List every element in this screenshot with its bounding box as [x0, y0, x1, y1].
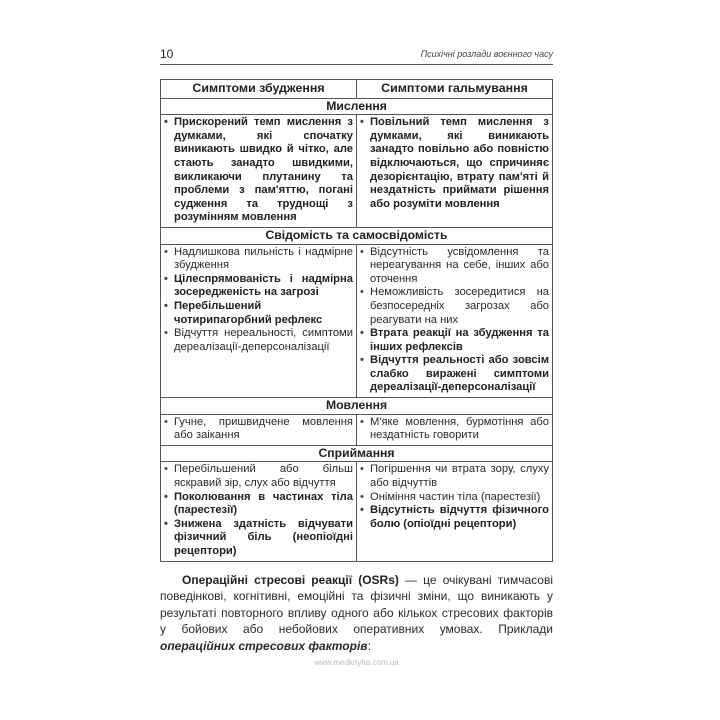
section-title: Сприймання [161, 445, 553, 462]
symptom-item: • Відсутність відчуття фізичного болю (опіоїдні рецептори) [360, 504, 549, 531]
symptom-list [360, 463, 549, 531]
table-header-row [161, 80, 553, 99]
symptom-item: • Погіршення чи втрата зору, слуху або відчуттів [360, 463, 549, 490]
arousal-cell [161, 244, 357, 398]
inhibition-cell [357, 414, 553, 445]
inhibition-cell [357, 462, 553, 561]
column-header-inhibition: Симптоми гальмування [357, 80, 553, 99]
section-title: Свідомість та самосвідомість [161, 227, 553, 244]
symptom-item: • Оніміння частин тіла (парестезії) [360, 491, 549, 505]
symptoms-row [161, 414, 553, 445]
arousal-cell [161, 115, 357, 228]
symptom-list [164, 116, 353, 225]
symptoms-row [161, 115, 553, 228]
symptom-item: • Прискорений темп мислення з думками, які спочатку виникають швидко й чітко, але стають занадто швидкими, викликаючи плутанину та проблеми з пам'яттю, погані судження та труднощі з розумінням мовлення [164, 116, 353, 225]
symptom-item: • Неможливість зосередитися на безпосередніх загрозах або реагувати на них [360, 286, 549, 327]
symptom-item: • Відчуття реальності або зовсім слабко виражені симптоми дереалізації-деперсоналізації [360, 354, 549, 395]
watermark: www.medknyha.com.ua [314, 658, 399, 667]
section-title: Мислення [161, 98, 553, 115]
symptom-item: • Поколювання в частинах тіла (парестезії) [164, 491, 353, 518]
inhibition-cell [357, 244, 553, 398]
section-row [161, 445, 553, 462]
symptom-list [360, 246, 549, 396]
book-page [160, 44, 553, 667]
osr-emphasis: операційних стресових факторів [160, 638, 368, 653]
symptom-item: • Перебільшений або більш яскравий зір, слух або відчуття [164, 463, 353, 490]
symptom-item: • Знижена здатність відчувати фізичний біль (неопіоїдні рецептори) [164, 518, 353, 559]
table-body [161, 98, 553, 561]
symptom-item: • М'яке мовлення, бурмотіння або нездатність говорити [360, 416, 549, 443]
column-header-arousal: Симптоми збудження [161, 80, 357, 99]
symptoms-row [161, 462, 553, 561]
section-row [161, 398, 553, 415]
symptom-item: • Цілеспрямованість і надмірна зосередженість на загрозі [164, 273, 353, 300]
symptom-item: • Перебільшений чотирипагорбний рефлекс [164, 300, 353, 327]
page-header [160, 44, 553, 65]
symptom-item: • Повільний темп мислення з думками, які виникають занадто повільно або повністю відключаються, що спричиняє дезорієнтацію, втрату пам'яті й нездатність приймати рішення або розуміти мовлення [360, 116, 549, 211]
symptoms-row [161, 244, 553, 398]
symptom-item: • Відсутність усвідомлення та нереагування на себе, інших або оточення [360, 246, 549, 287]
symptom-list [164, 463, 353, 558]
page-number: 10 [160, 47, 174, 61]
symptom-list [164, 416, 353, 443]
osr-body: — це очікувані тимчасові поведінкові, когнітивні, емоційні та фізичні зміни, що виникають у результаті повторного впливу одного або кількох стресових факторів у бойових або небойових оперативних умовах. Приклади [160, 573, 553, 637]
symptom-item: • Гучне, пришвидчене мовлення або заікання [164, 416, 353, 443]
osr-term: Операційні стресові реакції (OSRs) [182, 573, 399, 587]
symptoms-table [160, 79, 553, 562]
symptom-list [360, 416, 549, 443]
symptom-item: • Надлишкова пильність і надмірне збудження [164, 246, 353, 273]
arousal-cell [161, 462, 357, 561]
section-row [161, 227, 553, 244]
osr-end: : [367, 638, 371, 653]
symptom-list [164, 246, 353, 355]
running-title: Психічні розлади воєнного часу [420, 49, 553, 59]
arousal-cell [161, 414, 357, 445]
symptom-item: • Втрата реакції на збудження та інших рефлексів [360, 327, 549, 354]
symptom-list [360, 116, 549, 211]
osr-paragraph [160, 572, 553, 654]
symptom-item: • Відчуття нереальності, симптоми дереалізації-деперсоналізації [164, 327, 353, 354]
inhibition-cell [357, 115, 553, 228]
section-title: Мовлення [161, 398, 553, 415]
section-row [161, 98, 553, 115]
